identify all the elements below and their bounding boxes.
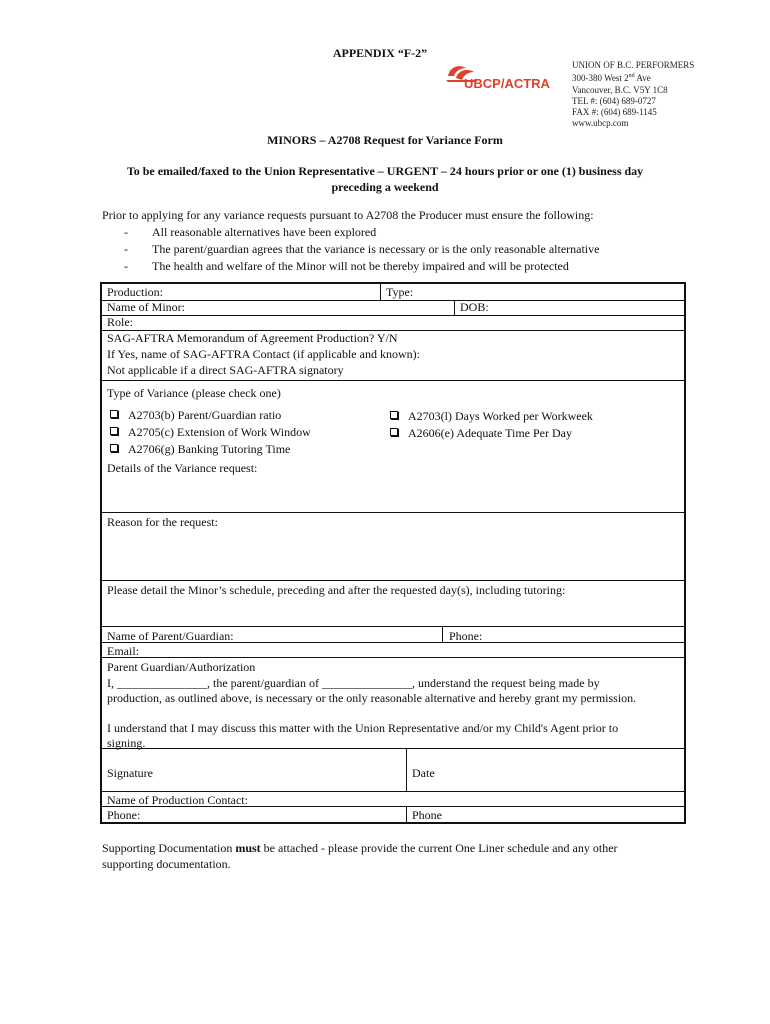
divider bbox=[406, 806, 407, 822]
divider bbox=[102, 512, 684, 513]
option-label: A2703(b) Parent/Guardian ratio bbox=[128, 408, 282, 422]
option-a2703b[interactable] bbox=[110, 408, 281, 423]
sag-contact-label[interactable]: If Yes, name of SAG-AFTRA Contact (if applicable and known): bbox=[107, 347, 420, 361]
checkbox-icon[interactable] bbox=[110, 427, 118, 435]
divider bbox=[454, 300, 455, 316]
option-a2706g[interactable] bbox=[110, 442, 290, 457]
supporting-documentation-note bbox=[102, 840, 662, 872]
form-title: MINORS – A2708 Request for Variance Form bbox=[267, 133, 503, 147]
reason-label[interactable]: Reason for the request: bbox=[107, 515, 218, 529]
option-label: A2703(l) Days Worked per Workweek bbox=[408, 409, 593, 423]
union-line: 300-380 West 2nd Ave bbox=[572, 73, 651, 84]
divider bbox=[380, 284, 381, 301]
option-label: A2705(c) Extension of Work Window bbox=[128, 425, 311, 439]
checkbox-icon[interactable] bbox=[390, 411, 398, 419]
dob-label[interactable]: DOB: bbox=[460, 300, 489, 314]
production-contact-label[interactable]: Name of Production Contact: bbox=[107, 793, 248, 807]
bullet-item: - All reasonable alternatives have been explored bbox=[124, 225, 377, 239]
role-label[interactable]: Role: bbox=[107, 315, 133, 329]
divider bbox=[406, 748, 407, 792]
divider bbox=[102, 315, 684, 316]
understand-line: signing. bbox=[107, 736, 146, 750]
email-label[interactable]: Email: bbox=[107, 644, 139, 658]
urgent-notice bbox=[100, 163, 670, 195]
support-line bbox=[102, 840, 662, 856]
bullet-item: - The health and welfare of the Minor will not be thereby impaired and will be protected bbox=[124, 259, 569, 273]
date-field[interactable]: Date bbox=[412, 766, 435, 780]
minor-name-label[interactable]: Name of Minor: bbox=[107, 300, 185, 314]
appendix-heading: APPENDIX “F-2” bbox=[332, 46, 428, 60]
type-label[interactable]: Type: bbox=[386, 285, 414, 299]
sag-question[interactable]: SAG-AFTRA Memorandum of Agreement Production? Y/N bbox=[107, 331, 398, 345]
urgent-line: preceding a weekend bbox=[331, 180, 439, 194]
variance-type-label: Type of Variance (please check one) bbox=[107, 386, 281, 400]
union-line: www.ubcp.com bbox=[572, 118, 629, 129]
union-line: Vancouver, B.C. V5Y 1C8 bbox=[572, 84, 668, 95]
urgent-line: To be emailed/faxed to the Union Representative – URGENT – 24 hours prior or one (1) business day bbox=[126, 164, 644, 178]
production-label[interactable]: Production: bbox=[107, 285, 163, 299]
union-line: TEL #: (604) 689-0727 bbox=[572, 95, 656, 106]
parent-name-label[interactable]: Name of Parent/Guardian: bbox=[107, 629, 234, 643]
details-label[interactable]: Details of the Variance request: bbox=[107, 461, 258, 475]
divider bbox=[102, 626, 684, 627]
understand-line: I understand that I may discuss this matter with the Union Representative and/or my Child's Agent prior to bbox=[107, 721, 619, 735]
checkbox-icon[interactable] bbox=[110, 444, 118, 452]
intro-section bbox=[102, 207, 599, 275]
option-a2606e[interactable] bbox=[390, 426, 572, 441]
auth-line: I, _______________, the parent/guardian of _______________, understand the request being made by bbox=[107, 676, 600, 690]
union-address bbox=[572, 60, 694, 130]
checkbox-icon[interactable] bbox=[390, 428, 398, 436]
option-label: A2606(e) Adequate Time Per Day bbox=[408, 426, 572, 440]
divider bbox=[102, 380, 684, 381]
contact-phone-label[interactable]: Phone: bbox=[107, 808, 141, 822]
support-emphasis: must bbox=[235, 841, 261, 855]
divider bbox=[442, 626, 443, 643]
variance-form bbox=[100, 282, 686, 824]
union-line: FAX #: (604) 689-1145 bbox=[572, 107, 657, 118]
schedule-label[interactable]: Please detail the Minor’s schedule, preceding and after the requested day(s), including tutoring: bbox=[107, 583, 566, 597]
checkbox-icon[interactable] bbox=[110, 410, 118, 418]
bullet-text: The health and welfare of the Minor will not be thereby impaired and will be protected bbox=[152, 259, 569, 273]
option-a2705c[interactable] bbox=[110, 425, 311, 440]
divider bbox=[102, 791, 684, 792]
signature-field[interactable]: Signature bbox=[107, 766, 153, 780]
option-label: A2706(g) Banking Tutoring Time bbox=[128, 442, 291, 456]
auth-line: production, as outlined above, is necessary or the only reasonable alternative and hereby grant my permission. bbox=[107, 691, 637, 705]
logo-text: UBCP/ACTRA bbox=[464, 76, 550, 91]
ubcp-actra-logo bbox=[444, 62, 556, 98]
union-line: UNION OF B.C. PERFORMERS bbox=[572, 60, 695, 70]
divider bbox=[102, 657, 684, 658]
divider bbox=[102, 580, 684, 581]
bullet-text: The parent/guardian agrees that the variance is necessary or is the only reasonable alternative bbox=[152, 242, 600, 256]
support-text: Supporting Documentation bbox=[102, 841, 236, 855]
parent-phone-label[interactable]: Phone: bbox=[449, 629, 483, 643]
sag-note: Not applicable if a direct SAG-AFTRA signatory bbox=[107, 363, 344, 377]
divider bbox=[102, 300, 684, 301]
support-line: supporting documentation. bbox=[102, 857, 231, 871]
option-a2703l[interactable] bbox=[390, 409, 593, 424]
contact-phone-label-2[interactable]: Phone bbox=[412, 808, 442, 822]
intro-text: Prior to applying for any variance requests pursuant to A2708 the Producer must ensure the following: bbox=[102, 208, 594, 222]
support-text: be attached - please provide the current One Liner schedule and any other bbox=[260, 841, 618, 855]
bullet-item: - The parent/guardian agrees that the variance is necessary or is the only reasonable alternative bbox=[124, 242, 600, 256]
divider bbox=[102, 748, 684, 749]
bullet-text: All reasonable alternatives have been explored bbox=[152, 225, 377, 239]
auth-title: Parent Guardian/Authorization bbox=[107, 660, 256, 674]
